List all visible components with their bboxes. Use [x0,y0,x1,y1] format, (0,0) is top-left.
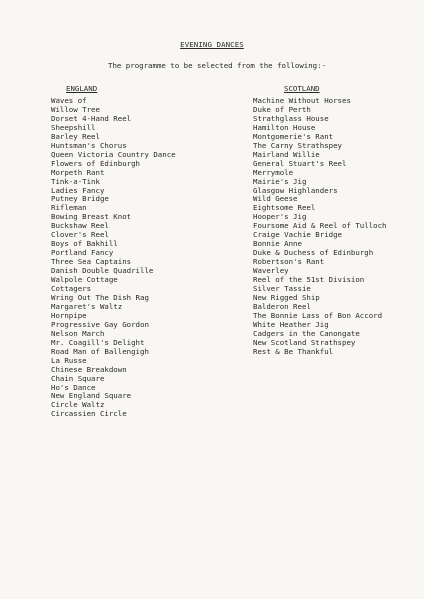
scotland-dance-item: Montgomerie's Rant [253,131,334,141]
scotland-dance-item: White Heather Jig [253,319,329,329]
scotland-dance-item: Glasgow Highlanders [253,185,338,195]
england-dance-item: Chain Square [51,373,105,383]
scotland-dance-item: Duke & Duchess of Edinburgh [253,248,374,258]
england-dance-item: Buckshaw Reel [51,221,109,231]
england-dance-item: Ho's Dance [51,382,96,392]
england-heading: ENGLAND [66,84,98,93]
scotland-dance-item: Mairland Willie [253,149,320,159]
scotland-dance-item: New Rigged Ship [253,292,320,302]
scotland-dance-item: The Carny Strathspey [253,140,342,150]
scotland-dance-item: Strathglass House [253,113,329,123]
scotland-dance-item: Bonnie Anne [253,239,302,249]
england-dance-item: Queen Victoria Country Dance [51,149,176,159]
england-dance-item: Circle Waltz [51,400,105,410]
england-dance-item: Willow Tree [51,104,100,114]
england-dance-item: Hornpipe [51,310,87,320]
scotland-dance-item: Craige Vachie Bridge [253,230,342,240]
scotland-dance-item: Cadgers in the Canongate [253,328,360,338]
england-dance-item: Waves of [51,96,87,105]
england-dance-item: Margaret's Waltz [51,301,123,311]
scotland-dance-item: Reel of the 51st Division [253,275,365,285]
england-dance-item: Three Sea Captains [51,257,132,267]
england-dance-item: Barley Reel [51,131,100,141]
england-dance-item: Danish Double Quadrille [51,266,154,276]
england-dance-item: Putney Bridge [51,194,109,204]
document-title [0,40,424,49]
scotland-dance-item: Silver Tassie [253,284,311,294]
england-dance-item: Chinese Breakdown [51,364,127,374]
scotland-dance-item: Eightsome Reel [253,203,316,213]
england-dance-item: La Russe [51,355,87,365]
scotland-dance-item: The Bonnie Lass of Bon Accord [253,310,383,320]
scotland-dance-item: Merrymole [253,167,294,177]
scotland-dance-item: Machine Without Horses [253,96,351,105]
england-dance-item: Wring Out The Dish Rag [51,292,149,302]
intro-text: The programme to be selected from the following:- [108,61,327,70]
scotland-dance-item: Duke of Perth [253,104,311,114]
england-dance-item: New England Square [51,391,132,401]
england-dance-item: Ladies Fancy [51,185,105,195]
england-dance-item: Sheepshill [51,122,96,132]
england-dance-item: Road Man of Ballengigh [51,346,149,356]
england-dance-item: Cottagers [51,284,92,294]
england-dance-item: Circassien Circle [51,409,127,419]
scotland-dance-item: Waverley [253,266,289,276]
england-dance-item: Walpole Cottage [51,275,118,285]
england-dance-item: Tink-a-Tink [51,176,100,186]
england-dance-item: Nelson March [51,328,105,338]
england-dance-item: Morpeth Rant [51,167,105,177]
scotland-dance-item: General Stuart's Reel [253,158,347,168]
scotland-dance-item: Mairie's Jig [253,176,307,186]
england-dance-item: Portland Fancy [51,248,114,258]
scotland-dance-item: Robertson's Rant [253,257,325,267]
scotland-dance-item: Rest & Be Thankful [253,346,334,356]
document-title-text: EVENING DANCES [180,40,244,49]
england-dance-item: Boys of Bakhill [51,239,118,249]
scotland-dance-item: Balderon Reel [253,301,311,311]
england-dance-item: Huntsman's Chorus [51,140,127,150]
scotland-dance-item: Hamilton House [253,122,316,132]
scotland-dance-item: New Scotland Strathspey [253,337,356,347]
england-dance-item: Mr. Coagill's Delight [51,337,145,347]
england-dance-item: Clover's Reel [51,230,109,240]
scotland-dance-item: Hooper's Jig [253,212,307,222]
england-dance-item: Bowing Breast Knot [51,212,132,222]
scotland-dance-list [253,97,387,357]
england-dance-item: Flowers of Edinburgh [51,158,140,168]
scotland-heading: SCOTLAND [284,84,320,93]
scotland-dance-item: Wild Geese [253,194,298,204]
england-dance-item: Rifleman [51,203,87,213]
england-dance-list [51,97,176,419]
england-dance-item: Dorset 4-Hand Reel [51,113,132,123]
england-dance-item: Progressive Gay Gordon [51,319,149,329]
scotland-dance-item: Foursome Aid & Reel of Tulloch [253,221,387,231]
